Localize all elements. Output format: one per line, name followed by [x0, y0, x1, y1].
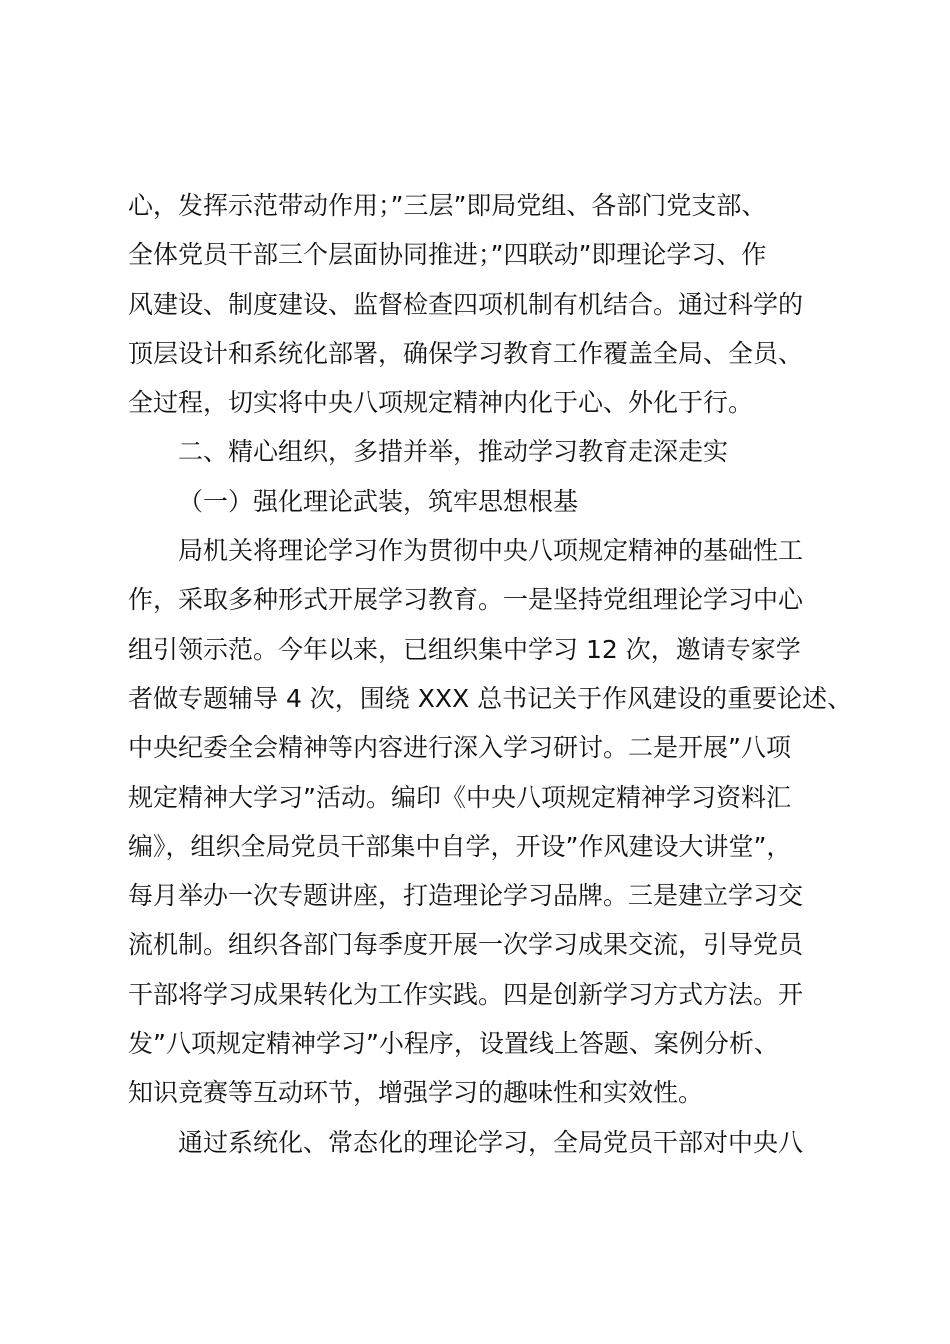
body-line: 作，采取多种形式开展学习教育。一是坚持党组理论学习中心: [128, 585, 804, 615]
body-line: 发”八项规定精神学习”小程序，设置线上答题、案例分析、: [128, 1029, 779, 1059]
body-line: 规定精神大学习”活动。编印《中央八项规定精神学习资料汇: [128, 782, 791, 812]
body-line: 每月举办一次专题讲座，打造理论学习品牌。三是建立学习交: [128, 881, 804, 911]
document-body: [128, 181, 853, 1167]
body-line: 流机制。组织各部门每季度开展一次学习成果交流，引导党员: [128, 930, 804, 960]
body-line: 中央纪委全会精神等内容进行深入学习研讨。二是开展”八项: [128, 733, 791, 763]
body-line: 顶层设计和系统化部署，确保学习教育工作覆盖全局、全员、: [128, 338, 804, 368]
body-line: 编》，组织全局党员干部集中自学，开设”作风建设大讲堂”，: [128, 831, 792, 861]
body-line: 全过程，切实将中央八项规定精神内化于心、外化于行。: [128, 388, 754, 418]
body-line: 全体党员干部三个层面协同推进；”四联动”即理论学习、作: [128, 240, 767, 270]
body-line: 干部将学习成果转化为工作实践。四是创新学习方式方法。开: [128, 979, 804, 1009]
body-line: 心，发挥示范带动作用；”三层”即局党组、各部门党支部、: [128, 191, 767, 220]
body-line: 组引领示范。今年以来，已组织集中学习 12 次，邀请专家学: [128, 634, 801, 664]
section-heading: 二、精心组织，多措并举，推动学习教育走深走实: [178, 437, 729, 467]
subsection-heading: （一）强化理论武装，筑牢思想根基: [178, 486, 579, 516]
body-line: 知识竞赛等互动环节，增强学习的趣味性和实效性。: [128, 1078, 704, 1108]
body-line: 者做专题辅导 4 次，围绕 XXX 总书记关于作风建设的重要论述、: [128, 683, 853, 713]
paragraph-first-line: 通过系统化、常态化的理论学习，全局党员干部对中央八: [178, 1127, 804, 1157]
body-line: 风建设、制度建设、监督检查四项机制有机结合。通过科学的: [128, 289, 804, 319]
paragraph-first-line: 局机关将理论学习作为贯彻中央八项规定精神的基础性工: [178, 536, 804, 566]
